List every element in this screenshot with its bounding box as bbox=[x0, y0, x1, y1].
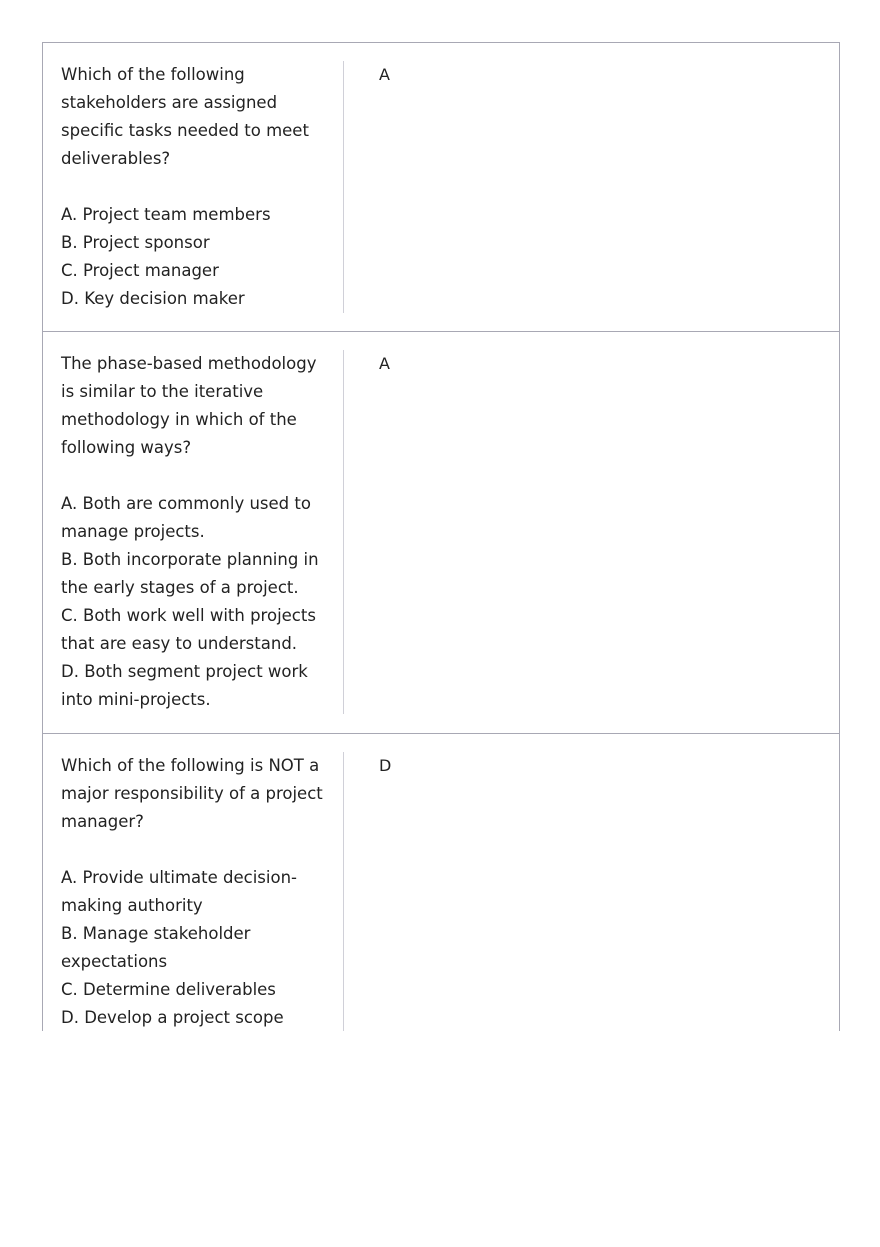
question-text: Which of the following is NOT a major responsibility of a project manager? bbox=[61, 756, 323, 831]
flashcard bbox=[42, 332, 840, 734]
question-text: Which of the following stakeholders are assigned specific tasks needed to meet deliverables? bbox=[61, 65, 309, 168]
options-list bbox=[61, 490, 325, 714]
option-c: C. Project manager bbox=[61, 261, 219, 280]
option-c: C. Both work well with projects that are easy to understand. bbox=[61, 606, 316, 653]
question-column bbox=[61, 61, 344, 313]
answer-text: A bbox=[379, 354, 390, 373]
options-list bbox=[61, 864, 325, 1032]
answer-text: A bbox=[379, 65, 390, 84]
question-text: The phase-based methodology is similar to the iterative methodology in which of the following ways? bbox=[61, 354, 317, 457]
option-d: D. Both segment project work into mini-projects. bbox=[61, 662, 308, 709]
question-column bbox=[61, 350, 344, 714]
option-a: A. Both are commonly used to manage projects. bbox=[61, 494, 311, 541]
flashcard bbox=[42, 734, 840, 1031]
question-column bbox=[61, 752, 344, 1031]
options-list bbox=[61, 201, 325, 313]
option-c: C. Determine deliverables bbox=[61, 980, 276, 999]
option-d: D. Key decision maker bbox=[61, 289, 245, 308]
flashcard bbox=[42, 43, 840, 332]
option-a: A. Project team members bbox=[61, 205, 271, 224]
option-b: B. Project sponsor bbox=[61, 233, 210, 252]
option-b: B. Manage stakeholder expectations bbox=[61, 924, 251, 971]
option-b: B. Both incorporate planning in the early stages of a project. bbox=[61, 550, 319, 597]
flashcard-list bbox=[42, 42, 840, 1031]
option-a: A. Provide ultimate decision-making authority bbox=[61, 868, 297, 915]
answer-text: D bbox=[379, 756, 392, 775]
option-d: D. Develop a project scope bbox=[61, 1008, 284, 1027]
